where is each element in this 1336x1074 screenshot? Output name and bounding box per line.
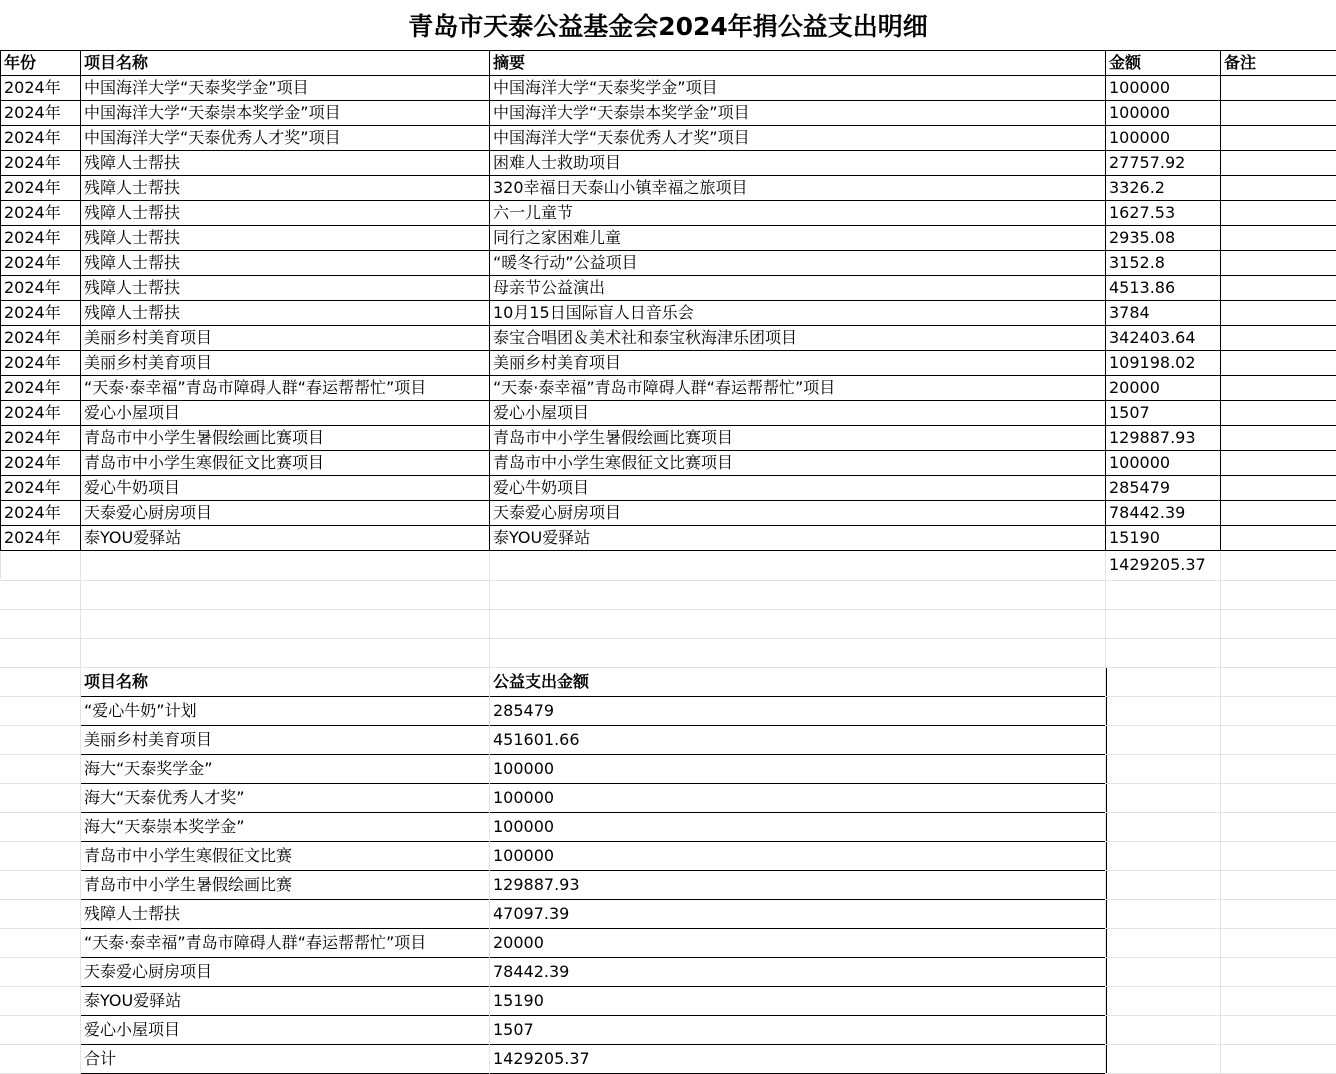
detail-total-value: 1429205.37 xyxy=(1106,551,1221,580)
table-row xyxy=(1,251,1336,276)
gridline xyxy=(0,1015,80,1016)
table-row xyxy=(1,326,1336,351)
table-cell: 美丽乡村美育项目 xyxy=(81,326,490,351)
table-cell: 中国海洋大学“天泰优秀人才奖”项目 xyxy=(490,126,1106,151)
table-row xyxy=(1,476,1336,501)
table-cell: 六一儿童节 xyxy=(490,201,1106,226)
table-cell: 残障人士帮扶 xyxy=(81,276,490,301)
table-cell: 2024年 xyxy=(1,201,81,226)
table-cell: 残障人士帮扶 xyxy=(81,201,490,226)
table-cell: 15190 xyxy=(1106,526,1221,551)
table-row xyxy=(81,1045,1107,1074)
table-cell: 20000 xyxy=(1106,376,1221,401)
table-cell: 中国海洋大学“天泰优秀人才奖”项目 xyxy=(81,126,490,151)
gridline xyxy=(0,696,80,697)
gridline xyxy=(1106,928,1336,929)
table-cell: 2024年 xyxy=(1,501,81,526)
gridline xyxy=(1105,552,1106,1074)
gridline xyxy=(0,725,80,726)
table-cell xyxy=(1221,176,1336,201)
gridline xyxy=(0,870,80,871)
gridline xyxy=(1106,841,1336,842)
detail-total-row xyxy=(1,551,1336,580)
table-cell: 78442.39 xyxy=(490,958,1107,987)
table-cell xyxy=(1221,476,1336,501)
table-row xyxy=(1,76,1336,101)
table-cell xyxy=(1221,501,1336,526)
table-cell: 285479 xyxy=(1106,476,1221,501)
table-cell: 海大“天泰优秀人才奖” xyxy=(81,784,490,813)
table-cell xyxy=(1221,426,1336,451)
table-cell: 2024年 xyxy=(1,526,81,551)
table-cell: 母亲节公益演出 xyxy=(490,276,1106,301)
table-cell: 1507 xyxy=(490,1016,1107,1045)
table-cell xyxy=(1221,126,1336,151)
table-cell: 2935.08 xyxy=(1106,226,1221,251)
table-cell: 2024年 xyxy=(1,101,81,126)
table-cell: 10月15日国际盲人日音乐会 xyxy=(490,301,1106,326)
table-row xyxy=(1,101,1336,126)
table-row xyxy=(1,176,1336,201)
table-row xyxy=(1,226,1336,251)
table-cell: 困难人士救助项目 xyxy=(490,151,1106,176)
table-cell: 451601.66 xyxy=(490,726,1107,755)
table-cell: 2024年 xyxy=(1,176,81,201)
gridline xyxy=(1106,812,1336,813)
table-cell: 海大“天泰崇本奖学金” xyxy=(81,813,490,842)
table-cell: 2024年 xyxy=(1,226,81,251)
table-cell: “天泰·泰幸福”青岛市障碍人群“春运帮帮忙”项目 xyxy=(81,376,490,401)
table-cell: “暖冬行动”公益项目 xyxy=(490,251,1106,276)
table-cell: 100000 xyxy=(490,784,1107,813)
table-cell: 2024年 xyxy=(1,351,81,376)
table-row xyxy=(81,1016,1107,1045)
table-cell: 1429205.37 xyxy=(490,1045,1107,1074)
detail-header-cell: 备注 xyxy=(1221,51,1336,76)
gridline xyxy=(0,609,1336,610)
table-cell: 残障人士帮扶 xyxy=(81,151,490,176)
table-cell: 47097.39 xyxy=(490,900,1107,929)
table-cell: 109198.02 xyxy=(1106,351,1221,376)
table-cell: 100000 xyxy=(490,813,1107,842)
table-cell: 天泰爱心厨房项目 xyxy=(81,958,490,987)
page-title: 青岛市天泰公益基金会2024年捐公益支出明细 xyxy=(408,12,928,41)
table-cell: 天泰爱心厨房项目 xyxy=(490,501,1106,526)
table-cell: 2024年 xyxy=(1,376,81,401)
table-cell: 1507 xyxy=(1106,401,1221,426)
gridline xyxy=(80,552,81,1074)
gridline xyxy=(0,638,1336,639)
empty-cell xyxy=(81,551,490,580)
table-cell: 残障人士帮扶 xyxy=(81,301,490,326)
gridline xyxy=(0,783,80,784)
table-cell: 2024年 xyxy=(1,326,81,351)
table-cell: 美丽乡村美育项目 xyxy=(81,726,490,755)
table-cell: 中国海洋大学“天泰崇本奖学金”项目 xyxy=(81,101,490,126)
table-cell: 320幸福日天泰山小镇幸福之旅项目 xyxy=(490,176,1106,201)
table-row xyxy=(81,871,1107,900)
detail-header-cell: 年份 xyxy=(1,51,81,76)
table-cell: 285479 xyxy=(490,697,1107,726)
table-cell: 2024年 xyxy=(1,126,81,151)
table-cell: “爱心牛奶”计划 xyxy=(81,697,490,726)
gridline xyxy=(1106,725,1336,726)
table-cell: 海大“天泰奖学金” xyxy=(81,755,490,784)
table-row xyxy=(1,201,1336,226)
table-cell: 青岛市中小学生暑假绘画比赛项目 xyxy=(81,426,490,451)
table-cell: 2024年 xyxy=(1,251,81,276)
table-cell: 泰宝合唱团＆美术社和泰宝秋海津乐团项目 xyxy=(490,326,1106,351)
table-cell: 青岛市中小学生寒假征文比赛项目 xyxy=(490,451,1106,476)
gridline xyxy=(0,667,1336,668)
gridline xyxy=(489,552,490,1074)
table-cell xyxy=(1221,376,1336,401)
table-cell: 2024年 xyxy=(1,76,81,101)
gridline xyxy=(1106,754,1336,755)
table-cell: 残障人士帮扶 xyxy=(81,226,490,251)
table-row xyxy=(1,376,1336,401)
table-cell xyxy=(1221,451,1336,476)
table-cell: 3152.8 xyxy=(1106,251,1221,276)
detail-header-cell: 摘要 xyxy=(490,51,1106,76)
table-row xyxy=(1,351,1336,376)
table-cell: 4513.86 xyxy=(1106,276,1221,301)
empty-cell xyxy=(1,551,81,580)
table-cell: 中国海洋大学“天泰崇本奖学金”项目 xyxy=(490,101,1106,126)
gridline xyxy=(0,957,80,958)
table-cell: 美丽乡村美育项目 xyxy=(81,351,490,376)
summary-header-cell: 项目名称 xyxy=(81,668,490,697)
table-cell: 100000 xyxy=(1106,451,1221,476)
table-cell: “天泰·泰幸福”青岛市障碍人群“春运帮帮忙”项目 xyxy=(81,929,490,958)
detail-header-row xyxy=(1,51,1336,76)
summary-header-cell: 公益支出金额 xyxy=(490,668,1107,697)
gridline xyxy=(0,812,80,813)
table-cell: “天泰·泰幸福”青岛市障碍人群“春运帮帮忙”项目 xyxy=(490,376,1106,401)
table-cell xyxy=(1221,526,1336,551)
gridline xyxy=(0,928,80,929)
table-cell: 爱心小屋项目 xyxy=(490,401,1106,426)
table-cell: 青岛市中小学生暑假绘画比赛 xyxy=(81,871,490,900)
table-cell: 青岛市中小学生暑假绘画比赛项目 xyxy=(490,426,1106,451)
table-row xyxy=(81,900,1107,929)
table-cell: 2024年 xyxy=(1,276,81,301)
table-row xyxy=(1,151,1336,176)
empty-cell xyxy=(1221,551,1336,580)
table-cell xyxy=(1221,276,1336,301)
table-cell xyxy=(1221,101,1336,126)
table-row xyxy=(1,451,1336,476)
table-row xyxy=(81,755,1107,784)
table-cell: 129887.93 xyxy=(490,871,1107,900)
gridline xyxy=(1106,986,1336,987)
table-cell: 2024年 xyxy=(1,476,81,501)
table-cell: 2024年 xyxy=(1,426,81,451)
table-row xyxy=(81,726,1107,755)
table-cell xyxy=(1221,201,1336,226)
table-cell xyxy=(1221,251,1336,276)
table-cell xyxy=(1221,226,1336,251)
table-row xyxy=(81,958,1107,987)
table-cell: 100000 xyxy=(1106,76,1221,101)
table-row xyxy=(1,301,1336,326)
table-cell: 中国海洋大学“天泰奖学金”项目 xyxy=(81,76,490,101)
table-row xyxy=(81,813,1107,842)
table-cell: 残障人士帮扶 xyxy=(81,251,490,276)
table-row xyxy=(81,842,1107,871)
gridline xyxy=(1106,957,1336,958)
table-cell: 同行之家困难儿童 xyxy=(490,226,1106,251)
table-cell xyxy=(1221,151,1336,176)
table-cell: 3784 xyxy=(1106,301,1221,326)
table-cell: 100000 xyxy=(1106,101,1221,126)
summary-header-row xyxy=(81,668,1107,697)
table-cell: 中国海洋大学“天泰奖学金”项目 xyxy=(490,76,1106,101)
table-cell: 3326.2 xyxy=(1106,176,1221,201)
table-row xyxy=(1,126,1336,151)
gridline xyxy=(1220,552,1221,1074)
table-row xyxy=(1,401,1336,426)
table-row xyxy=(81,987,1107,1016)
detail-header-cell: 金额 xyxy=(1106,51,1221,76)
table-cell: 2024年 xyxy=(1,401,81,426)
table-cell xyxy=(1221,326,1336,351)
gridline xyxy=(0,899,80,900)
gridline xyxy=(0,1044,80,1045)
table-row xyxy=(1,501,1336,526)
table-cell: 100000 xyxy=(1106,126,1221,151)
table-cell: 天泰爱心厨房项目 xyxy=(81,501,490,526)
table-cell: 2024年 xyxy=(1,151,81,176)
table-cell: 2024年 xyxy=(1,451,81,476)
table-row xyxy=(1,276,1336,301)
table-cell: 泰YOU爱驿站 xyxy=(81,987,490,1016)
table-cell: 爱心小屋项目 xyxy=(81,401,490,426)
gridline xyxy=(1106,696,1336,697)
summary-table xyxy=(80,667,1107,1074)
gridline xyxy=(0,986,80,987)
table-cell: 129887.93 xyxy=(1106,426,1221,451)
table-row xyxy=(81,929,1107,958)
table-cell: 残障人士帮扶 xyxy=(81,900,490,929)
table-cell: 2024年 xyxy=(1,301,81,326)
gridline xyxy=(1106,1015,1336,1016)
gridline xyxy=(0,580,1336,581)
table-cell: 100000 xyxy=(490,755,1107,784)
table-cell xyxy=(1221,401,1336,426)
table-cell xyxy=(1221,351,1336,376)
table-cell: 15190 xyxy=(490,987,1107,1016)
table-row xyxy=(81,697,1107,726)
gridline xyxy=(1106,783,1336,784)
table-cell: 20000 xyxy=(490,929,1107,958)
table-row xyxy=(1,526,1336,551)
detail-header-cell: 项目名称 xyxy=(81,51,490,76)
table-row xyxy=(81,784,1107,813)
gridline xyxy=(0,841,80,842)
gridline xyxy=(0,754,80,755)
table-cell xyxy=(1221,301,1336,326)
table-cell: 342403.64 xyxy=(1106,326,1221,351)
table-cell xyxy=(1221,76,1336,101)
table-cell: 青岛市中小学生寒假征文比赛项目 xyxy=(81,451,490,476)
table-cell: 爱心牛奶项目 xyxy=(81,476,490,501)
table-cell: 残障人士帮扶 xyxy=(81,176,490,201)
gridline xyxy=(1106,870,1336,871)
table-cell: 100000 xyxy=(490,842,1107,871)
table-cell: 美丽乡村美育项目 xyxy=(490,351,1106,376)
table-cell: 78442.39 xyxy=(1106,501,1221,526)
table-cell: 27757.92 xyxy=(1106,151,1221,176)
table-cell: 1627.53 xyxy=(1106,201,1221,226)
table-cell: 青岛市中小学生寒假征文比赛 xyxy=(81,842,490,871)
gridline xyxy=(1106,1044,1336,1045)
gridline xyxy=(1106,899,1336,900)
table-cell: 爱心小屋项目 xyxy=(81,1016,490,1045)
table-cell: 合计 xyxy=(81,1045,490,1074)
empty-cell xyxy=(490,551,1106,580)
detail-table xyxy=(0,50,1336,579)
table-cell: 爱心牛奶项目 xyxy=(490,476,1106,501)
table-cell: 泰YOU爱驿站 xyxy=(81,526,490,551)
table-row xyxy=(1,426,1336,451)
table-cell: 泰YOU爱驿站 xyxy=(490,526,1106,551)
